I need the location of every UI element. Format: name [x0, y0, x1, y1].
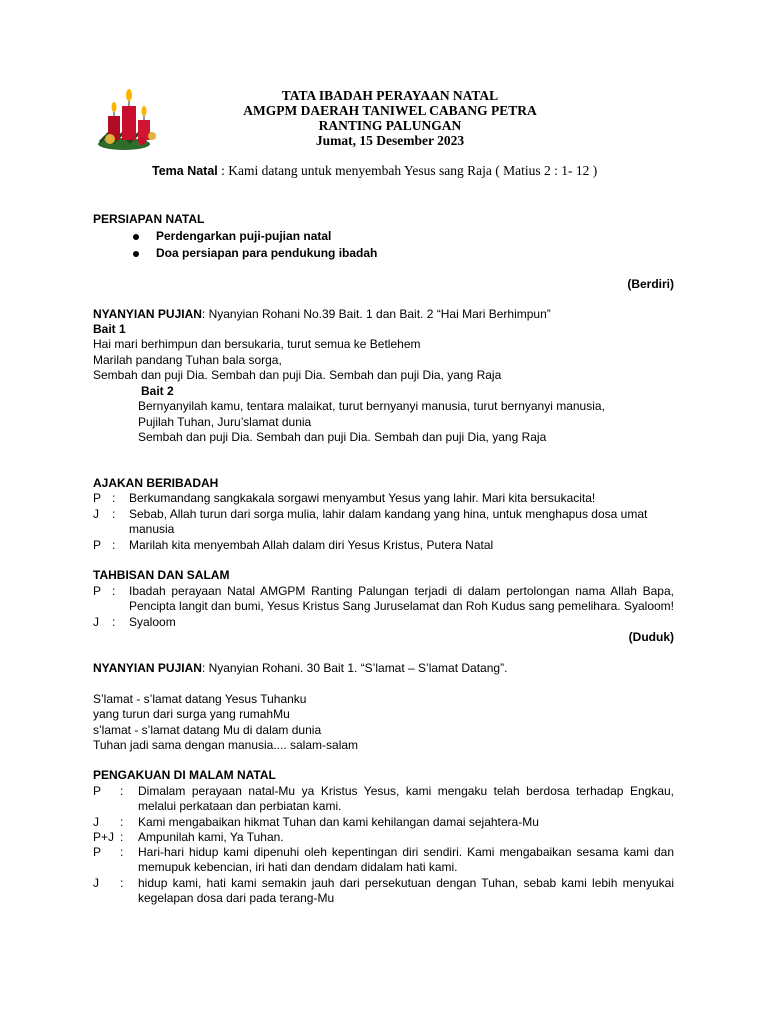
tahbisan-text: Syaloom: [129, 615, 176, 629]
nyanyian1-text: : Nyanyian Rohani No.39 Bait. 1 dan Bait. 2 “Hai Mari Berhimpun”: [201, 307, 551, 321]
pengakuan-speaker: P: [93, 784, 102, 798]
nyanyian2-text: : Nyanyian Rohani. 30 Bait 1. “S’lamat – S’lamat Datang”.: [201, 661, 508, 675]
section-pengakuan-title: PENGAKUAN DI MALAM NATAL: [93, 768, 276, 782]
persiapan-item: Doa persiapan para pendukung ibadah: [156, 246, 378, 260]
doc-title: TATA IBADAH PERAYAAN NATAL: [281, 88, 499, 103]
pengakuan-text: Kami mengabaikan hikmat Tuhan dan kami kehilangan damai sejahtera-Mu: [138, 815, 539, 829]
ajakan-text: Berkumandang sangkakala sorgawi menyambut Yesus yang lahir. Mari kita bersukacita!: [129, 491, 596, 505]
pengakuan-sep: :: [120, 845, 124, 859]
tahbisan-speaker: P: [93, 584, 102, 598]
bait1-line: Sembah dan puji Dia. Sembah dan puji Dia. Sembah dan puji Dia, yang Raja: [93, 368, 502, 382]
nyanyian2-lyric: s’lamat - s’lamat datang Mu di dalam dunia: [93, 723, 322, 737]
doc-ranting: RANTING PALUNGAN: [318, 118, 462, 133]
pengakuan-text: Hari-hari hidup kami dipenuhi oleh kepentingan diri sendiri. Kami mengabaikan sesama kami dan memupuk kebencian, iri hati dan dendam didalam hati kami.: [138, 845, 674, 874]
section-tahbisan-title: TAHBISAN DAN SALAM: [93, 568, 230, 582]
ajakan-speaker: J: [93, 507, 99, 521]
bait2-line: Bernyanyilah kamu, tentara malaikat, turut bernyanyi manusia, turut bernyanyi manusia,: [138, 399, 605, 413]
pengakuan-speaker: J: [93, 815, 99, 829]
bullet-icon: [133, 234, 139, 240]
doc-date: Jumat, 15 Desember 2023: [315, 133, 465, 148]
tahbisan-text: Ibadah perayaan Natal AMGPM Ranting Palungan terjadi di dalam pertolongan nama Allah Bapa, Pencipta langit dan bumi, Yesus Kristus Sang Juruselamat dan Roh Kudus sang pemelihara. Syaloom!: [129, 584, 674, 613]
instruction-duduk: (Duduk): [628, 630, 674, 644]
section-ajakan-title: AJAKAN BERIBADAH: [93, 476, 219, 490]
bait2-title: Bait 2: [141, 384, 174, 398]
tahbisan-speaker: J: [93, 615, 99, 629]
pengakuan-sep: :: [120, 876, 124, 890]
nyanyian1-line: [93, 307, 551, 322]
instruction-berdiri: (Berdiri): [627, 277, 674, 291]
nyanyian2-line: [93, 661, 507, 676]
nyanyian2-lyric: yang turun dari surga yang rumahMu: [93, 707, 290, 721]
pengakuan-speaker: P: [93, 845, 102, 859]
persiapan-item: Perdengarkan puji-pujian natal: [156, 229, 332, 243]
pengakuan-text: hidup kami, hati kami semakin jauh dari persekutuan dengan Tuhan, sebab kami lebih menyukai kegelapan dosa dari pada terang-Mu: [138, 876, 674, 905]
tahbisan-sep: :: [112, 584, 116, 598]
pengakuan-text: Dimalam perayaan natal-Mu ya Kristus Yesus, kami mengaku telah berdosa terhadap Engkau, melalui perkataan dan perbiatan kami.: [138, 784, 674, 813]
ajakan-sep: :: [112, 491, 116, 505]
nyanyian1-label: NYANYIAN PUJIAN: [93, 307, 202, 321]
nyanyian2-lyric: Tuhan jadi sama dengan manusia.... salam-salam: [93, 738, 359, 752]
bait2-line: Pujilah Tuhan, Juru’slamat dunia: [138, 415, 312, 429]
bait1-line: Marilah pandang Tuhan bala sorga,: [93, 353, 282, 367]
pengakuan-sep: :: [120, 815, 124, 829]
tahbisan-sep: :: [112, 615, 116, 629]
bullet-icon: [133, 251, 139, 257]
ajakan-sep: :: [112, 507, 116, 521]
bait1-line: Hai mari berhimpun dan bersukaria, turut semua ke Betlehem: [93, 337, 421, 351]
bait2-line: Sembah dan puji Dia. Sembah dan puji Dia. Sembah dan puji Dia, yang Raja: [138, 430, 547, 444]
ajakan-sep: :: [112, 538, 116, 552]
pengakuan-speaker: J: [93, 876, 99, 890]
pengakuan-sep: :: [120, 784, 124, 798]
section-persiapan-title: PERSIAPAN NATAL: [93, 212, 205, 226]
pengakuan-sep: :: [120, 830, 124, 844]
theme-label: Tema Natal: [152, 164, 218, 178]
ajakan-speaker: P: [93, 491, 102, 505]
bait1-title: Bait 1: [93, 322, 126, 336]
nyanyian2-lyric: S’lamat - s’lamat datang Yesus Tuhanku: [93, 692, 307, 706]
theme-line: [152, 163, 597, 179]
ajakan-text: Sebab, Allah turun dari sorga mulia, lahir dalam kandang yang hina, untuk menghapus dosa umat manusia: [129, 507, 648, 536]
pengakuan-text: Ampunilah kami, Ya Tuhan.: [138, 830, 284, 844]
ajakan-speaker: P: [93, 538, 102, 552]
ajakan-text: Marilah kita menyembah Allah dalam diri Yesus Kristus, Putera Natal: [129, 538, 494, 552]
nyanyian2-label: NYANYIAN PUJIAN: [93, 661, 202, 675]
theme-text: : Kami datang untuk menyembah Yesus sang Raja ( Matius 2 : 1- 12 ): [221, 163, 598, 178]
doc-org: AMGPM DAERAH TANIWEL CABANG PETRA: [243, 103, 537, 118]
pengakuan-speaker: P+J: [93, 830, 115, 844]
